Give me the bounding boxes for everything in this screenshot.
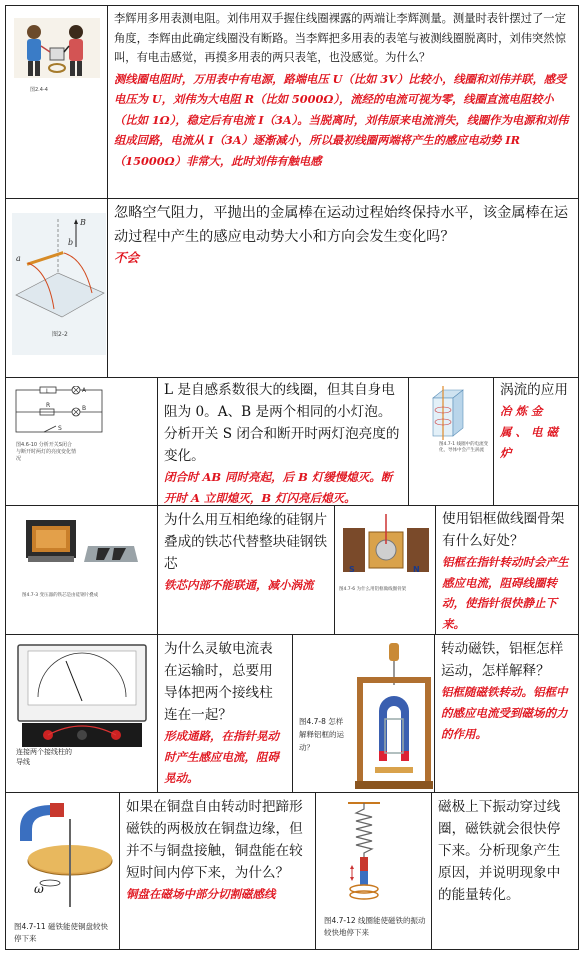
row3-question-right: 涡流的应用 bbox=[500, 382, 568, 398]
row6-figure-right-cell bbox=[315, 792, 432, 950]
row6-answer: 铜盘在磁场中部分切割磁感线 bbox=[126, 887, 276, 901]
row5-figure-cell bbox=[5, 634, 158, 793]
row4-text-right-cell bbox=[435, 505, 579, 635]
row2-text-cell bbox=[107, 198, 579, 378]
fig2-label-B: B bbox=[80, 218, 86, 227]
row5-caption: 连接两个接线柱的导线 bbox=[16, 748, 72, 766]
row5-question: 为什么灵敏电流表在运输时，总要用导体把两个接线柱连在一起？ bbox=[164, 641, 273, 723]
row6-text-cell bbox=[119, 792, 316, 950]
row3-figure-right-cell bbox=[408, 377, 494, 506]
row4-answer-right: 铝框在指针转动时会产生感应电流，阻碍线圈转动，使指针很快静止下来。 bbox=[442, 555, 569, 631]
row4-question-right: 使用铝框做线圈骨架有什么好处？ bbox=[442, 511, 565, 549]
row3-answer: 闭合时 AB 同时亮起，后 B 灯缓慢熄灭。断开时 A 立即熄灭，B 灯闪亮后熄灭。 bbox=[164, 470, 393, 505]
circuit-label-R: R bbox=[46, 402, 51, 409]
row3-question: L 是自感系数很大的线圈，但其自身电阻为 0。A、B 是两个相同的小灯泡。分析开关 S 闭合和断开时两灯泡亮度的变化。 bbox=[164, 382, 400, 464]
row4-figure-right-cell bbox=[334, 505, 436, 635]
aluminum-frame-figure bbox=[355, 641, 433, 791]
row6-question: 如果在铜盘自由转动时把蹄形磁铁的两极放在铜盘边缘，但并不与铜盘接触，铜盘能在较短时间内停下来，为什么？ bbox=[126, 799, 303, 881]
row1-figure-cell bbox=[5, 5, 108, 199]
omega-label: ω bbox=[34, 882, 44, 896]
circuit-label-L: L bbox=[46, 388, 50, 395]
row3-text-right-cell bbox=[493, 377, 579, 506]
circuit-label-B: B bbox=[82, 405, 87, 412]
silicon-steel-figure bbox=[26, 518, 138, 568]
row5-caption-mid: 图4.7-8 怎样解释铝框的运动？ bbox=[299, 717, 344, 752]
eddy-current-figure bbox=[429, 386, 467, 440]
spring-magnet-figure bbox=[344, 799, 384, 909]
row6-figure-cell bbox=[5, 792, 120, 950]
row2-question: 忽略空气阻力，平抛出的金属棒在运动过程始终保持水平，该金属棒在运动过程中产生的感应电动势大小和方向会发生变化吗？ bbox=[114, 205, 569, 245]
row3-caption-right: 图4.7-1 线圈中的电流变化，导体中会产生涡流 bbox=[439, 442, 489, 453]
row2-answer: 不会 bbox=[114, 250, 140, 265]
row1-text-cell bbox=[107, 5, 579, 199]
row5-text-right-cell bbox=[434, 634, 579, 793]
row5-text-cell bbox=[157, 634, 293, 793]
row2-caption: 图2-2 bbox=[52, 331, 68, 338]
row5-answer-right: 铝框随磁铁转动。铝框中的感应电流受到磁场的力的作用。 bbox=[441, 685, 568, 741]
row5-answer: 形成通路，在指针晃动时产生感应电流，阻碍晃动。 bbox=[164, 729, 279, 785]
row2-figure-cell bbox=[5, 198, 108, 378]
fig2-label-b: b bbox=[68, 238, 74, 247]
row3-text-cell bbox=[157, 377, 409, 506]
magnet-label-n: N bbox=[413, 565, 420, 574]
row4-text-cell bbox=[157, 505, 335, 635]
row4-answer: 铁芯内部不能联通，减小涡流 bbox=[164, 578, 314, 592]
row6-question-right: 磁极上下振动穿过线圈，磁铁就会很快停下来。分析现象产生原因，并说明现象中的能量转化。 bbox=[438, 799, 561, 903]
row6-caption: 图4.7-11 磁铁能使铜盘较快停下来 bbox=[14, 922, 109, 943]
circuit-diagram bbox=[14, 386, 106, 438]
row6-caption-mid: 图4.7-12 线圈能使磁铁的振动较快地停下来 bbox=[324, 916, 426, 937]
fig2-label-a: a bbox=[16, 254, 21, 263]
row5-figure-right-cell bbox=[292, 634, 435, 793]
row3-answer-right: 冶炼金属、电磁炉 bbox=[500, 404, 562, 460]
magnet-label-s: S bbox=[349, 565, 355, 574]
row1-answer: 测线圈电阻时，万用表中有电源，路端电压 U（比如 3V）比较小，线圈和刘伟并联，感受电压为 U，刘伟为大电阻 R（比如 5000Ω），流经的电流可视为零，线圈直流电阻较小（比如 1Ω），稳定后有电流 I（3A）。当脱离时，刘伟原来电流消失，线圈作为电源和刘伟组成回路，电流从 I（3A）逐渐减小，所以最初线圈两端将产生的感应电动势 IR（15000Ω）非常大，此时刘伟有触电感 bbox=[114, 71, 569, 168]
row1-question: 李辉用多用表测电阻。刘伟用双手握住线圈裸露的两端让李辉测量。测量时表针摆过了一定角度，李辉由此确定线圈没有断路。当李辉把多用表的表笔与被测线圈脱离时，刘伟突然惊叫，有电击感觉，再摸多用表的两只表笔，也没感觉。为什么？ bbox=[114, 12, 566, 64]
circuit-label-S: S bbox=[58, 425, 62, 432]
worksheet-table bbox=[5, 5, 579, 950]
copper-disk-figure bbox=[12, 799, 116, 909]
row4-caption-right: 图4.7-6 为什么用铝框做线圈骨架 bbox=[339, 587, 407, 592]
row1-figure bbox=[14, 18, 100, 78]
galvanometer-coil-figure bbox=[343, 514, 429, 580]
circuit-label-A: A bbox=[82, 387, 87, 394]
row6-text-right-cell bbox=[431, 792, 579, 950]
row4-question: 为什么用互相绝缘的硅钢片叠成的铁芯代替整块硅钢铁芯 bbox=[164, 512, 328, 572]
row4-caption: 图4.7-3 变压器的铁芯是由硅钢片叠成 bbox=[22, 593, 99, 598]
row5-question-right: 转动磁铁，铝框怎样运动，怎样解释？ bbox=[441, 641, 564, 679]
ammeter-figure bbox=[14, 643, 150, 755]
row3-caption: 图4.6-10 分析开关S闭合与断开时两灯的亮度变化情况 bbox=[16, 442, 77, 462]
row3-figure-cell bbox=[5, 377, 158, 506]
row1-caption: 图2.4-4 bbox=[30, 87, 48, 93]
row4-figure-cell bbox=[5, 505, 158, 635]
